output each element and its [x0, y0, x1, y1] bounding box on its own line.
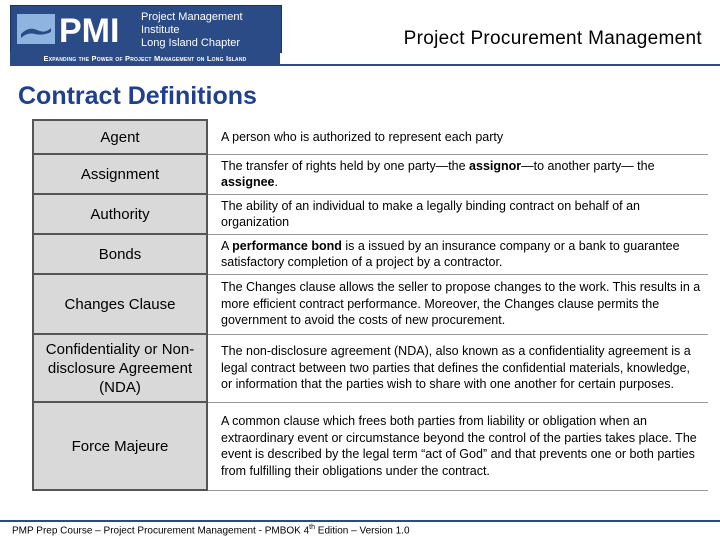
bold-term: assignee [221, 175, 275, 189]
description-text: The Changes clause allows the seller to propose changes to the work. This results in a more efficient contract performance. Moreover, the Changes clause permits the government to avoid the costs of new procurement. [221, 280, 701, 328]
definition-term: Bonds [33, 234, 207, 274]
banner-tagline: Expanding the Power of Project Management on Long Island [10, 52, 280, 65]
definition-row [33, 194, 708, 234]
definition-term: Authority [33, 194, 207, 234]
bold-term: assignor [469, 158, 522, 173]
description-text: The ability of an individual to make a legally binding contract on behalf of an organization [221, 198, 641, 229]
definition-row [33, 274, 708, 334]
definition-description [207, 154, 708, 194]
definition-description [207, 234, 708, 274]
svg-text:PMI: PMI [59, 12, 120, 48]
definition-term: Assignment [33, 154, 207, 194]
description-text: . [274, 175, 278, 189]
footer-prefix: PMP Prep Course – Project Procurement Management - PMBOK 4 [12, 525, 310, 537]
footer [12, 524, 410, 536]
definition-row [33, 334, 708, 402]
definition-description [207, 334, 708, 402]
org-name [141, 11, 281, 50]
org-name-line1: Project Management Institute [141, 11, 243, 36]
description-text: The non-disclosure agreement (NDA), also known as a confidentiality agreement is a legal contract between two parties that defines the confidential materials, knowledge, or information that the parties wish to share with one another for certain purposes. [221, 344, 691, 392]
definition-row [33, 120, 708, 154]
description-text: A person who is authorized to represent each party [221, 129, 504, 144]
definition-term: Changes Clause [33, 274, 207, 334]
description-text: A [221, 238, 233, 253]
description-text: is a issued by an insurance company or a bank to guarantee satisfactory completion of a project by a contractor. [221, 238, 680, 269]
definition-description [207, 274, 708, 334]
description-text: A common clause which frees both parties from liability or obligation when an extraordinary event or circumstance beyond the control of the parties takes place. The event is described by the legal term “act of God” and that prevents one or both parties from fulfilling their obligations under the contract. [221, 414, 697, 478]
definition-term: Force Majeure [33, 402, 207, 490]
definition-description [207, 194, 708, 234]
header-title: Project Procurement Management [403, 28, 702, 49]
definitions-table [32, 119, 708, 491]
footer-sup: th [309, 524, 316, 531]
definition-description [207, 120, 708, 154]
definition-term: Agent [33, 120, 207, 154]
description-text: The transfer of rights held by one party—the [221, 158, 470, 173]
definition-row [33, 234, 708, 274]
definition-description [207, 402, 708, 490]
org-name-line2: Long Island Chapter [141, 37, 241, 49]
definition-row [33, 402, 708, 490]
pmi-logo [10, 5, 282, 53]
footer-divider [0, 520, 720, 522]
pmi-banner [10, 5, 280, 65]
footer-suffix: Edition – Version 1.0 [315, 525, 410, 537]
page-title: Contract Definitions [18, 82, 257, 110]
bold-term: performance bond [232, 238, 342, 253]
description-text: —to another party— the [521, 158, 655, 173]
pmi-logo-icon [15, 10, 139, 48]
definition-term: Confidentiality or Non-disclosure Agreement (NDA) [33, 334, 207, 402]
header-divider [10, 64, 720, 66]
definition-row [33, 154, 708, 194]
